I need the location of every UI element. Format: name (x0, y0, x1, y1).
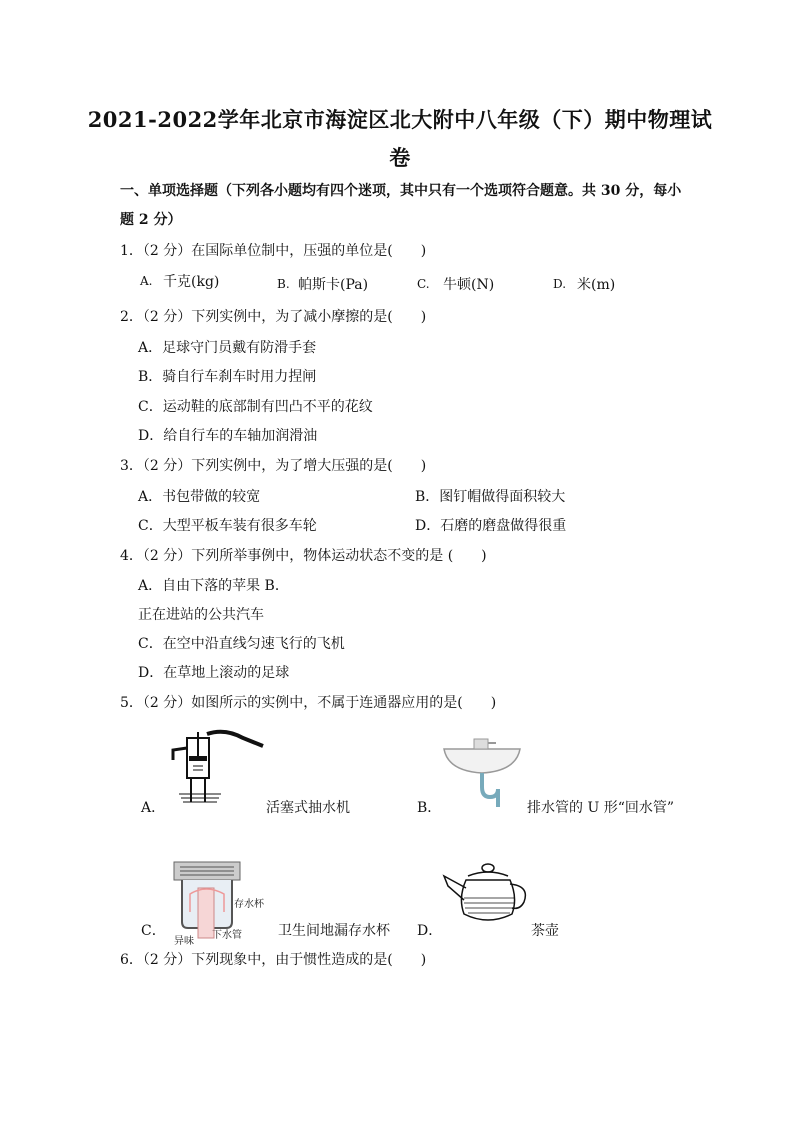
q4-option-d: D．在草地上滚动的足球 (138, 665, 290, 681)
section-heading-line2: 题 2 分） (120, 212, 182, 228)
q5-option-c-letter: C． (141, 923, 166, 939)
section-heading-line1: 一、单项选择题（下列各小题均有四个迷项，其中只有一个选项符合题意。共 30 分，每小 (120, 183, 682, 199)
q1-option-a-letter: A. (140, 274, 153, 288)
q2-option-d: D．给自行车的车轴加润滑油 (138, 428, 318, 444)
q2-stem: 2．（2 分）下列实例中，为了减小摩擦的是( ) (120, 309, 427, 325)
exam-title-line2: 卷 (389, 145, 411, 170)
q5-option-c-caption: 卫生间地漏存水杯 (278, 923, 390, 939)
q4-stem: 4．（2 分）下列所举事例中，物体运动状态不变的是 ( ) (120, 548, 487, 564)
q1-stem: 1．（2 分）在国际单位制中，压强的单位是( ) (120, 243, 427, 259)
q2-option-a: A．足球守门员戴有防滑手套 (138, 340, 317, 356)
q3-option-b: B．图钉帽做得面积较大 (415, 489, 566, 505)
q1-option-a: 千克(kg) (163, 274, 220, 290)
q3-option-d: D．石磨的磨盘做得很重 (415, 518, 567, 534)
q1-option-d: 米(m) (577, 277, 616, 293)
q6-stem: 6．（2 分）下列现象中，由于惯性造成的是( ) (120, 952, 427, 968)
q5-option-b-caption: 排水管的 U 形“回水管” (527, 800, 675, 816)
exam-title-line1: 2021-2022学年北京市海淀区北大附中八年级（下）期中物理试 (87, 107, 713, 132)
q5-option-c-label-odor: 异味 (174, 936, 194, 947)
q5-option-a-caption: 活塞式抽水机 (266, 800, 350, 816)
q4-option-c: C．在空中沿直线匀速飞行的飞机 (138, 636, 345, 652)
q5-stem: 5．（2 分）如图所示的实例中，不属于连通器应用的是( ) (120, 695, 497, 711)
q5-option-b-letter: B． (417, 800, 442, 816)
q2-option-c: C．运动鞋的底部制有凹凸不平的花纹 (138, 399, 373, 415)
q1-option-b-letter: B. (277, 277, 290, 291)
q5-option-d-caption: 茶壶 (531, 923, 559, 939)
q5-option-a-letter: A． (141, 800, 166, 816)
q1-option-c: 牛顿(N) (443, 277, 495, 293)
teapot-figure (440, 858, 532, 928)
q3-option-c: C．大型平板车装有很多车轮 (138, 518, 317, 534)
q5-option-c-label-cup: 存水杯 (234, 899, 264, 910)
q5-option-c-label-pipe: 下水管 (212, 930, 242, 941)
q3-stem: 3．（2 分）下列实例中，为了增大压强的是( ) (120, 458, 427, 474)
sink-u-trap-figure (440, 735, 525, 807)
q5-option-d-letter: D． (417, 923, 443, 939)
q1-option-b: 帕斯卡(Pa) (298, 277, 369, 293)
q4-option-a: A．自由下落的苹果 B． (138, 578, 289, 594)
q3-option-a: A．书包带做的较宽 (138, 489, 261, 505)
q2-option-b: B．骑自行车刹车时用力捏闸 (138, 369, 317, 385)
q1-option-c-letter: C. (417, 277, 430, 291)
q4-option-b: 正在进站的公共汽车 (138, 607, 264, 623)
q1-option-d-letter: D. (553, 277, 567, 291)
piston-pump-figure (165, 728, 265, 808)
